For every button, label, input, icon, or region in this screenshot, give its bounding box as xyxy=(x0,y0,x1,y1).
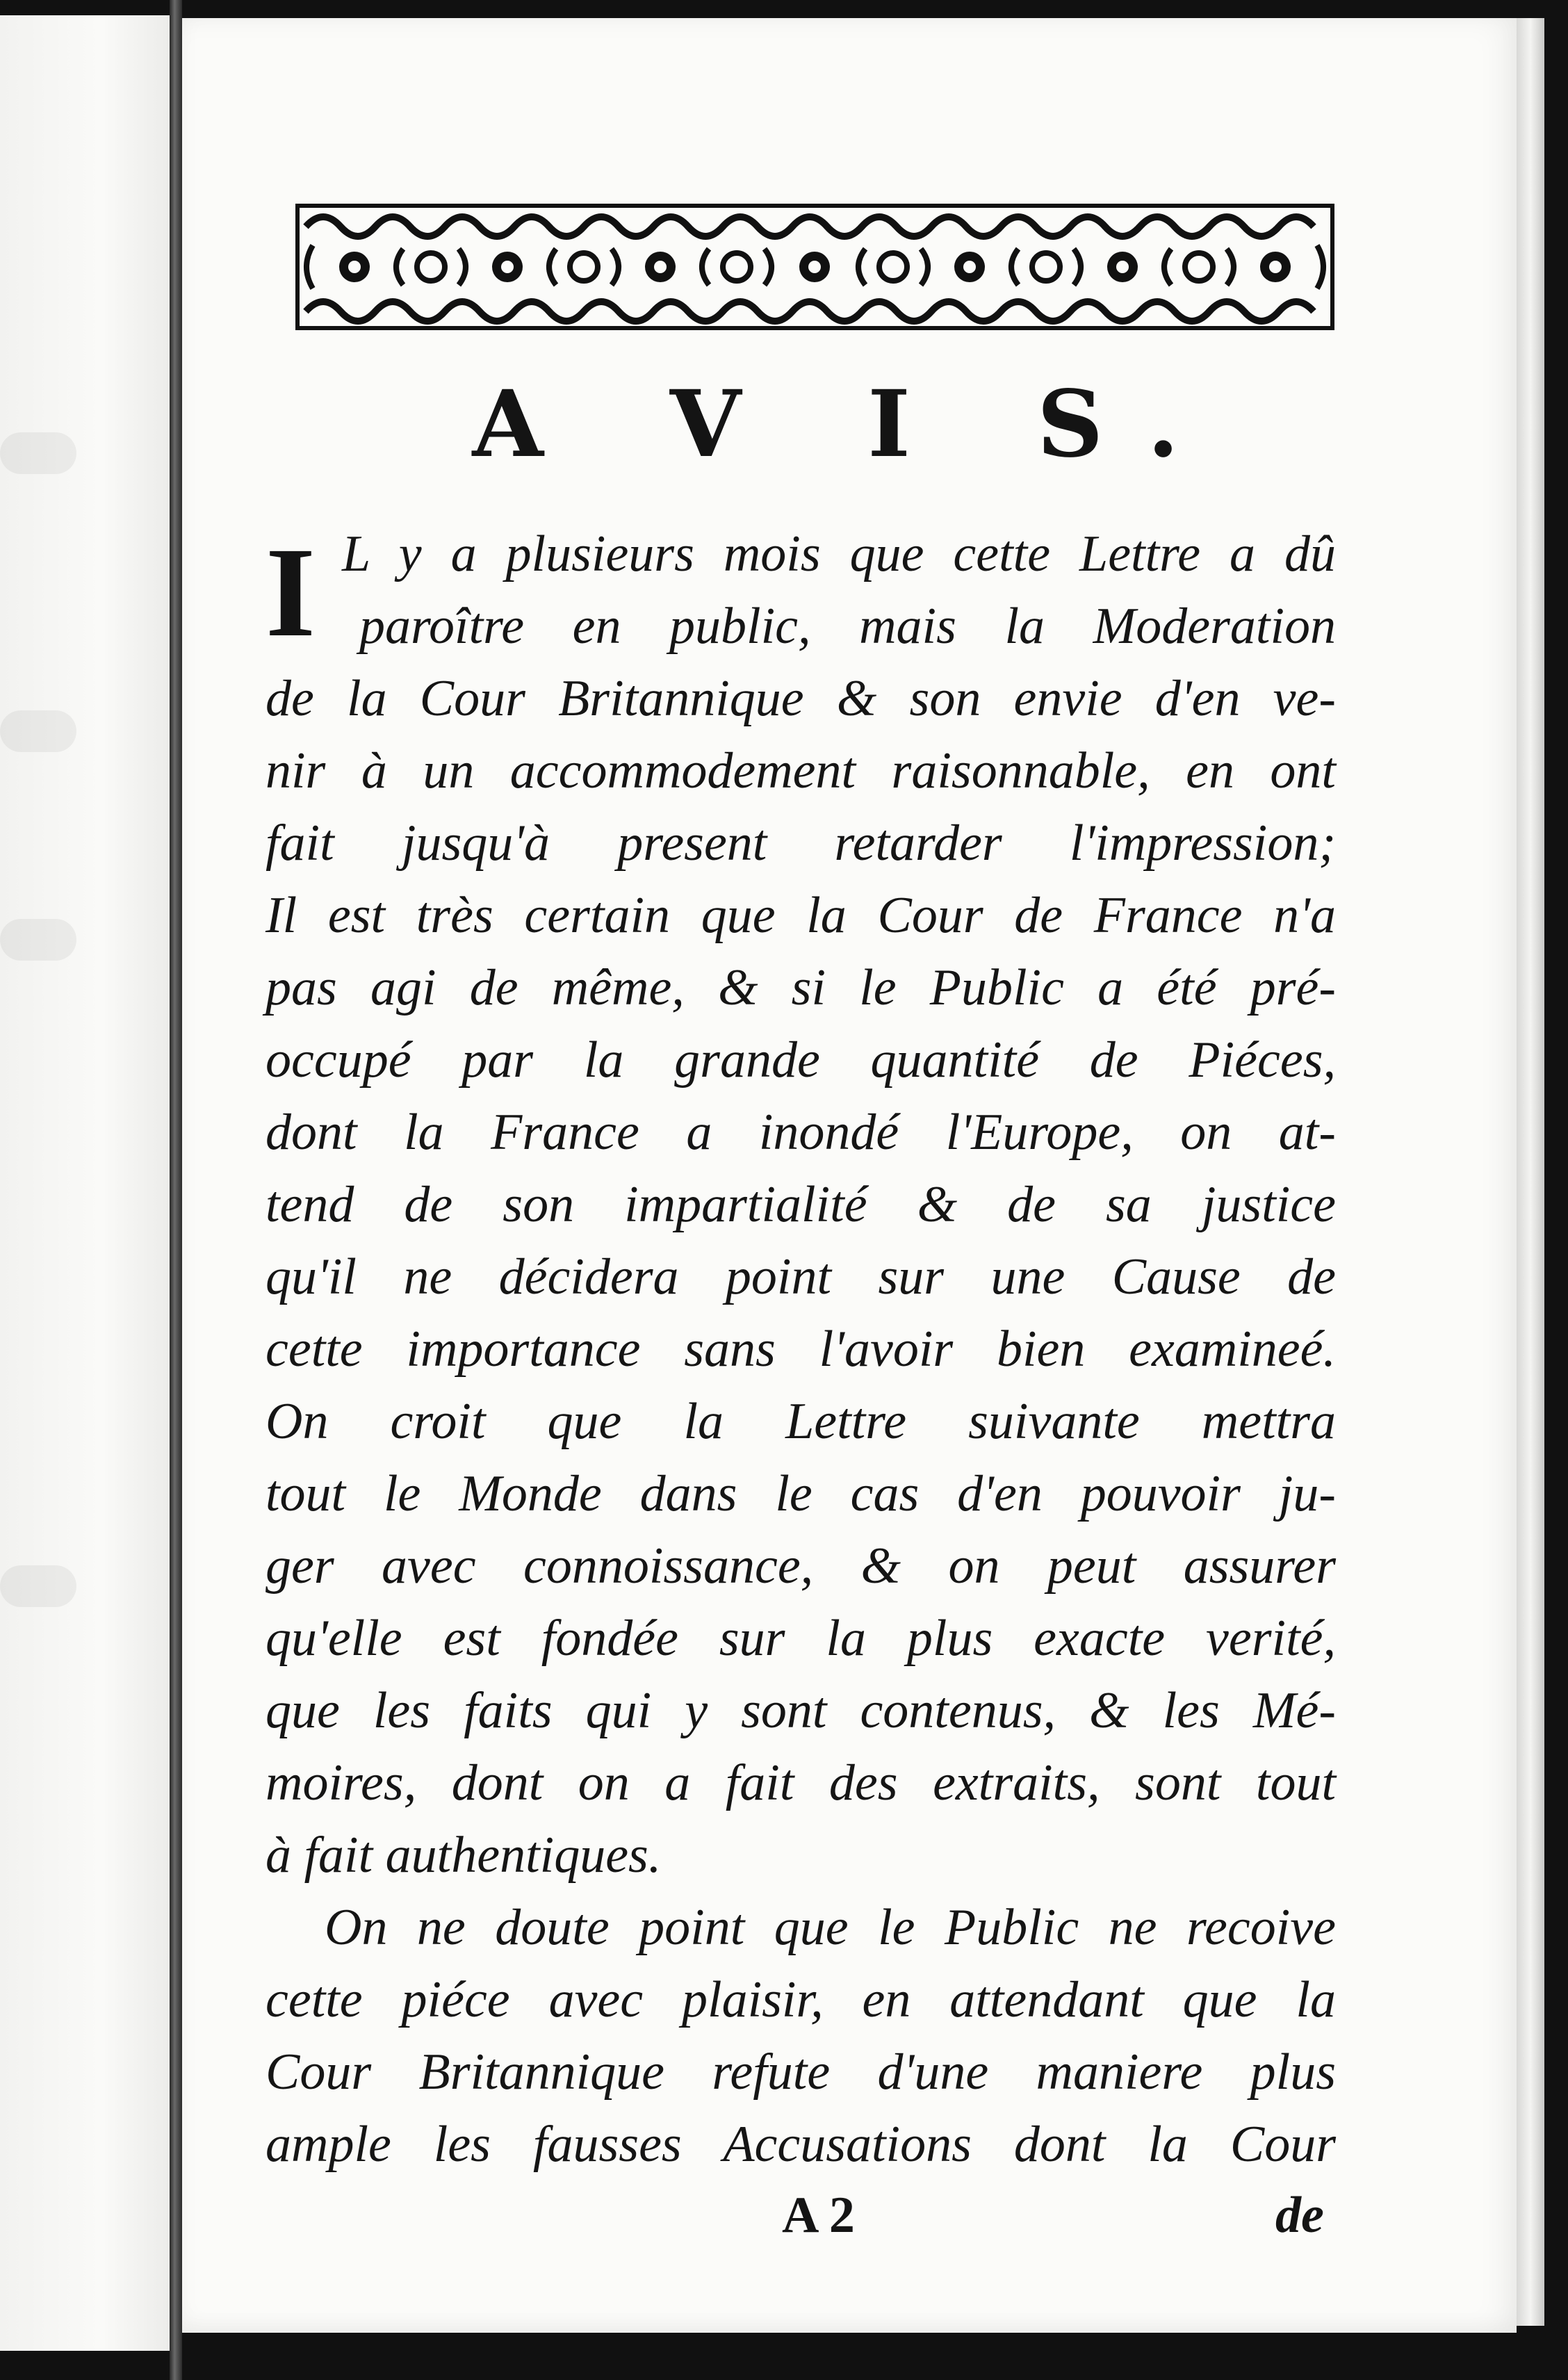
facing-page-edge xyxy=(0,15,170,2351)
text-line: tend de son impartialité & de sa justice xyxy=(266,1176,1336,1233)
text-line: nir à un accommodement raisonnable, en ont xyxy=(266,742,1336,799)
headpiece-ornament xyxy=(285,193,1345,341)
text-line: fait jusqu'à present retarder l'impression; xyxy=(266,815,1336,872)
catchword: de xyxy=(1275,2187,1324,2244)
text-line: ample les fausses Accusations dont la Cour xyxy=(266,2116,1336,2173)
text-line: ger avec connoissance, & on peut assurer xyxy=(266,1538,1336,1595)
page-title: A V I S. xyxy=(472,370,1227,478)
text-line: On ne doute point que le Public ne recoive xyxy=(325,1899,1336,1956)
page-fore-edge xyxy=(1517,18,1544,2326)
text-line: qu'il ne décidera point sur une Cause de xyxy=(266,1248,1336,1305)
bleed-through-mark xyxy=(0,432,76,474)
text-line: cette importance sans l'avoir bien examineé. xyxy=(266,1321,1336,1378)
text-line: paroître en public, mais la Moderation xyxy=(359,598,1336,655)
signature-mark: A 2 xyxy=(782,2187,855,2244)
text-line: dont la France a inondé l'Europe, on at- xyxy=(266,1104,1336,1161)
text-line: Il est très certain que la Cour de France n'a xyxy=(266,887,1336,944)
book-gutter xyxy=(170,0,182,2380)
text-line: tout le Monde dans le cas d'en pouvoir ju- xyxy=(266,1465,1336,1522)
body-text xyxy=(266,518,1336,2181)
text-line: cette piéce avec plaisir, en attendant que la xyxy=(266,1971,1336,2028)
text-line: Cour Britannique refute d'une maniere plus xyxy=(266,2044,1336,2101)
text-line: On croit que la Lettre suivante mettra xyxy=(266,1393,1336,1450)
text-line: qu'elle est fondée sur la plus exacte verité, xyxy=(266,1610,1336,1667)
text-line: occupé par la grande quantité de Piéces, xyxy=(266,1032,1336,1089)
bleed-through-mark xyxy=(0,710,76,752)
drop-capital: I xyxy=(266,521,316,664)
text-line: moires, dont on a fait des extraits, sont tout xyxy=(266,1754,1336,1811)
text-line: L y a plusieurs mois que cette Lettre a dû xyxy=(342,525,1336,582)
bleed-through-mark xyxy=(0,1565,76,1607)
bleed-through-mark xyxy=(0,919,76,961)
text-line: que les faits qui y sont contenus, & les Mé- xyxy=(266,1682,1336,1739)
text-line: pas agi de même, & si le Public a été pré- xyxy=(266,959,1336,1016)
text-line: de la Cour Britannique & son envie d'en ve- xyxy=(266,670,1336,727)
text-line: à fait authentiques. xyxy=(266,1827,662,1884)
